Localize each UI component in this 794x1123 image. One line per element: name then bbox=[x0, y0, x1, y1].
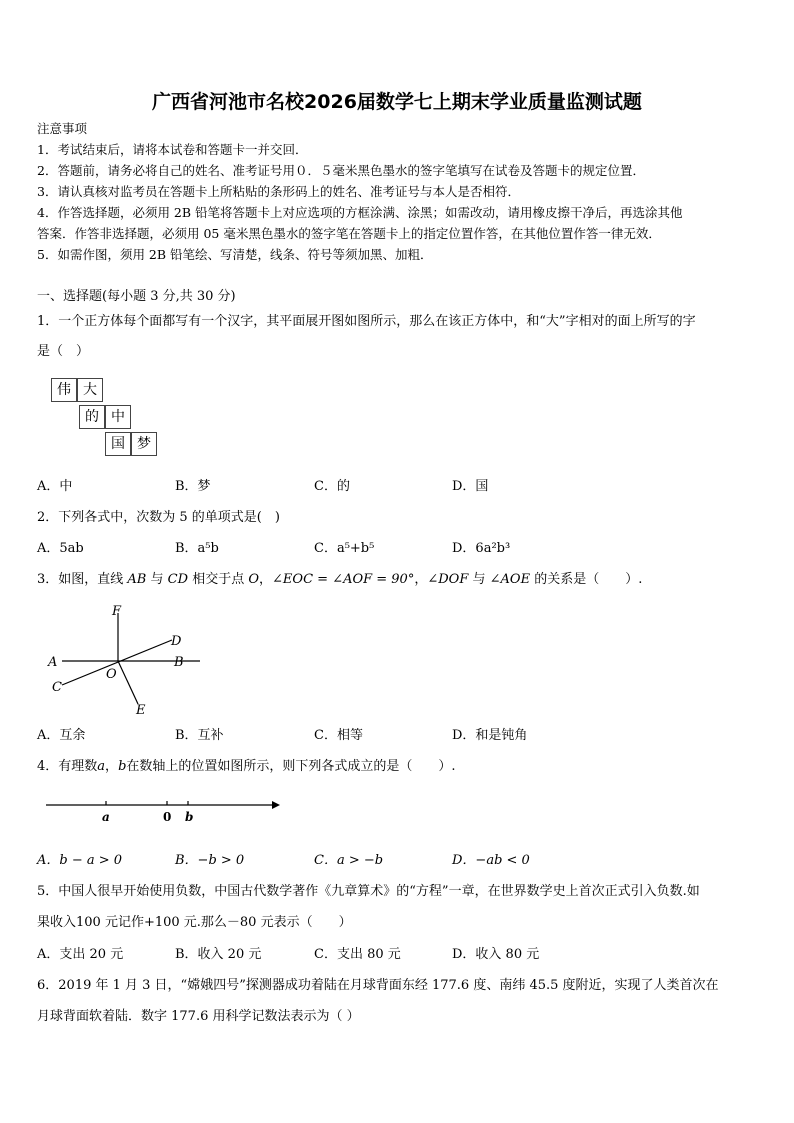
stem-text: 与 bbox=[150, 572, 164, 587]
question-stem: 果收入100 元记作+100 元.那么－80 元表示（ ） bbox=[37, 915, 352, 930]
option-c[interactable]: C．支出 80 元 bbox=[314, 947, 401, 962]
section-heading: 一、选择题(每小题 3 分,共 30 分) bbox=[37, 289, 236, 304]
var-a: a bbox=[97, 759, 106, 774]
var-b: b bbox=[118, 759, 127, 774]
question-stem bbox=[37, 759, 456, 775]
option-a[interactable]: A．互余 bbox=[37, 728, 86, 743]
question-stem: 6．2019 年 1 月 3 日，“嫦娥四号”探测器成功着陆在月球背面东经 177.6 度、南纬 45.5 度附近，实现了人类首次在 bbox=[37, 978, 719, 993]
question-stem: 1．一个正方体每个面都写有一个汉字，其平面展开图如图所示，那么在该正方体中，和“大”字相对的面上所写的字 bbox=[37, 314, 696, 329]
question-stem bbox=[37, 572, 642, 588]
label-e: E bbox=[136, 703, 146, 718]
option-b[interactable]: B．互补 bbox=[175, 728, 224, 743]
net-cell: 梦 bbox=[131, 432, 157, 456]
line-cd-stroke bbox=[62, 640, 172, 685]
page-title: 广西省河池市名校2026届数学七上期末学业质量监测试题 bbox=[152, 91, 642, 113]
net-cell: 中 bbox=[105, 405, 131, 429]
angle-condition: ∠EOC = ∠AOF = 90° bbox=[272, 572, 415, 587]
notice-heading: 注意事项 bbox=[37, 121, 88, 136]
option-c[interactable]: C．相等 bbox=[314, 728, 363, 743]
net-cell: 伟 bbox=[51, 378, 77, 402]
label-a: A bbox=[48, 655, 58, 670]
option-d[interactable]: D．收入 80 元 bbox=[452, 947, 540, 962]
option-b[interactable]: B．−b > 0 bbox=[175, 853, 245, 868]
arrow-head bbox=[272, 801, 280, 809]
option-d[interactable]: D．−ab < 0 bbox=[452, 853, 530, 868]
option-b[interactable]: B．梦 bbox=[175, 479, 211, 494]
label-f: F bbox=[112, 604, 122, 619]
label-d: D bbox=[171, 634, 182, 649]
stem-text: 的关系是（ ）. bbox=[534, 572, 643, 587]
option-c[interactable]: C．a > −b bbox=[314, 853, 384, 868]
angle-aoe: ∠AOE bbox=[489, 572, 531, 587]
question-stem: 2．下列各式中，次数为 5 的单项式是( ) bbox=[37, 510, 280, 525]
label-a: a bbox=[102, 810, 110, 824]
label-zero: 0 bbox=[163, 810, 172, 824]
label-o: O bbox=[106, 667, 117, 682]
option-c[interactable]: C．的 bbox=[314, 479, 350, 494]
stem-text: ， bbox=[414, 572, 428, 587]
notice-item: 1．考试结束后，请将本试卷和答题卡一并交回． bbox=[37, 142, 308, 157]
stem-text: 在数轴上的位置如图所示，则下列各式成立的是（ ）. bbox=[126, 759, 456, 774]
option-d[interactable]: D．国 bbox=[452, 479, 489, 494]
stem-text: 相交于点 bbox=[192, 572, 245, 587]
notice-item: 答案．作答非选择题，必须用 05 毫米黑色墨水的签字笔在答题卡上的指定位置作答，在其他位置作答一律无效． bbox=[37, 226, 661, 241]
option-b[interactable]: B．a⁵b bbox=[175, 541, 219, 556]
question-stem: 5．中国人很早开始使用负数，中国古代数学著作《九章算术》的“方程”一章，在世界数学史上首次正式引入负数.如 bbox=[37, 884, 700, 899]
option-a[interactable]: A．中 bbox=[37, 479, 73, 494]
stem-text: 与 bbox=[472, 572, 486, 587]
label-b: B bbox=[174, 655, 184, 670]
option-a[interactable]: A．b − a > 0 bbox=[37, 853, 123, 868]
question-stem: 是（ ） bbox=[37, 344, 90, 359]
stem-text: 4．有理数 bbox=[37, 759, 98, 774]
line-ab: AB bbox=[127, 572, 147, 587]
option-b[interactable]: B．收入 20 元 bbox=[175, 947, 262, 962]
net-cell: 国 bbox=[105, 432, 131, 456]
option-d[interactable]: D．6a²b³ bbox=[452, 541, 511, 556]
label-c: C bbox=[52, 680, 62, 695]
notice-item: 4．作答选择题，必须用 2B 铅笔将答题卡上对应选项的方框涂满、涂黑；如需改动，请用橡皮擦干净后，再选涂其他 bbox=[37, 205, 683, 220]
point-o: O bbox=[248, 572, 260, 587]
number-line-figure bbox=[40, 794, 290, 826]
stem-text: 3．如图，直线 bbox=[37, 572, 124, 587]
option-d[interactable]: D．和是钝角 bbox=[452, 728, 528, 743]
label-b: b bbox=[185, 810, 194, 824]
net-cell: 的 bbox=[79, 405, 105, 429]
option-a[interactable]: A．5ab bbox=[37, 541, 84, 556]
notice-item: 3．请认真核对监考员在答题卡上所粘贴的条形码上的姓名、准考证号与本人是否相符． bbox=[37, 184, 520, 199]
angle-dof: ∠DOF bbox=[427, 572, 469, 587]
net-cell: 大 bbox=[77, 378, 103, 402]
stem-text: ， bbox=[105, 759, 119, 774]
intersecting-lines-figure bbox=[40, 600, 200, 718]
notice-item: 2．答题前，请务必将自己的姓名、准考证号用０．５毫米黑色墨水的签字笔填写在试卷及答题卡的规定位置． bbox=[37, 163, 645, 178]
line-cd: CD bbox=[167, 572, 189, 587]
notice-item: 5．如需作图，须用 2B 铅笔绘、写清楚，线条、符号等须加黑、加粗． bbox=[37, 247, 433, 262]
ray-oe bbox=[118, 661, 138, 704]
option-a[interactable]: A．支出 20 元 bbox=[37, 947, 124, 962]
question-stem: 月球背面软着陆．数字 177.6 用科学记数法表示为（ ） bbox=[37, 1009, 360, 1024]
option-c[interactable]: C．a⁵+b⁵ bbox=[314, 541, 375, 556]
stem-text: ， bbox=[259, 572, 273, 587]
